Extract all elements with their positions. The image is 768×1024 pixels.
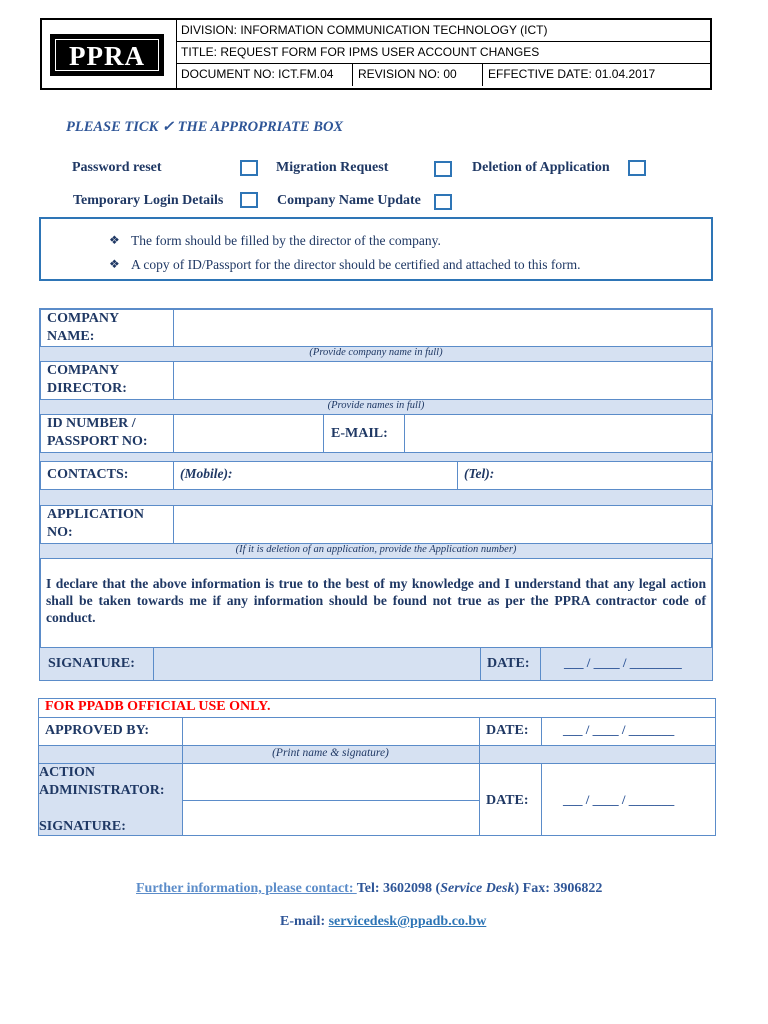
email-contact: E-mail: servicedesk@ppadb.co.bw [280,914,487,929]
bullet-icon: ❖ [109,257,120,271]
contacts-label: CONTACTS: [47,467,129,482]
instruction-item: ❖ A copy of ID/Passport for the director should be certified and attached to this form. [109,257,581,272]
approved-by-field[interactable] [184,719,478,744]
company-name-label: COMPANY NAME: [47,311,120,344]
logo-text: PPRA [55,39,159,71]
tick-instruction: PLEASE TICK ✓ THE APPROPRIATE BOX [66,119,344,135]
action-administrator-field[interactable] [184,765,478,799]
effective-date-cell [482,64,710,86]
deletion-label: Deletion of Application [472,160,610,175]
signature-label: SIGNATURE: [48,656,135,671]
action-administrator-label: ACTION ADMINISTRATOR: [39,765,165,798]
contact-info: Further information, please contact: Tel: 3602098 (Service Desk) Fax: 3906822 [136,881,603,896]
tel-field[interactable] [459,462,711,488]
company-name-update-checkbox[interactable] [434,194,452,210]
signature-field[interactable] [155,649,479,679]
approved-by-label: APPROVED BY: [45,723,150,738]
company-name-update-label: Company Name Update [277,193,421,208]
spacer-band [40,489,712,505]
company-director-field[interactable] [175,363,711,398]
revision-cell [352,64,483,86]
ppra-logo [50,34,164,76]
password-reset-checkbox[interactable] [240,160,258,176]
temporary-login-label: Temporary Login Details [73,193,224,208]
doc-info-row [176,64,710,86]
email-field[interactable] [406,416,711,451]
bullet-icon: ❖ [109,233,120,247]
official-signature-label: SIGNATURE: [39,819,126,834]
email-label: E-MAIL: [331,426,388,441]
migration-request-label: Migration Request [276,160,389,175]
date-label: DATE: [487,656,530,671]
further-info-text: Further information, please contact: [136,881,357,896]
effective-date: EFFECTIVE DATE: 01.04.2017 [488,67,656,81]
id-number-field[interactable] [175,416,322,451]
instruction-item: ❖ The form should be filled by the director of the company. [109,233,441,248]
division-text: DIVISION: INFORMATION COMMUNICATION TECHNOLOGY (ICT) [181,23,548,37]
official-date-field[interactable]: ___ / ____ / _______ [563,722,675,737]
logo-cell [42,20,177,88]
application-number-field[interactable] [175,507,711,542]
official-signature-field[interactable] [184,802,478,835]
mobile-field[interactable] [175,462,456,488]
official-date-field-2[interactable]: ___ / ____ / _______ [563,792,675,807]
application-number-label: APPLICATION NO: [47,507,144,540]
print-name-hint: (Print name & signature) [272,747,389,759]
revision-number: REVISION NO: 00 [358,67,457,81]
temporary-login-checkbox[interactable] [240,192,258,208]
company-name-hint: (Provide company name in full) [309,347,443,358]
spacer-band [40,452,712,461]
instructions-box [39,217,713,281]
mobile-label: (Mobile): [180,466,233,481]
company-director-label: COMPANY DIRECTOR: [47,363,127,396]
title-text: TITLE: REQUEST FORM FOR IPMS USER ACCOUNT CHANGES [181,45,540,59]
tel-label: (Tel): [464,466,495,481]
declaration-text: I declare that the above information is true to the best of my knowledge and I understand that any legal action shall be taken towards me if any information should be found not true as per the PPRA contractor code of conduct. [46,576,706,625]
id-number-label: ID NUMBER / PASSPORT NO: [47,416,148,449]
division-row [176,20,710,42]
application-hint: (If it is deletion of an application, provide the Application number) [235,544,517,555]
director-hint: (Provide names in full) [327,400,425,411]
password-reset-label: Password reset [72,160,162,175]
official-date-label-2: DATE: [486,793,529,808]
official-use-heading: FOR PPADB OFFICIAL USE ONLY. [45,699,271,714]
migration-request-checkbox[interactable] [434,161,452,177]
email-link[interactable]: servicedesk@ppadb.co.bw [328,914,487,929]
official-date-label: DATE: [486,723,529,738]
company-name-field[interactable] [175,311,711,345]
title-row [176,42,710,64]
document-number: DOCUMENT NO: ICT.FM.04 [181,67,334,81]
document-header [40,18,712,90]
date-field[interactable]: ___ / ____ / ________ [564,655,682,670]
deletion-checkbox[interactable] [628,160,646,176]
